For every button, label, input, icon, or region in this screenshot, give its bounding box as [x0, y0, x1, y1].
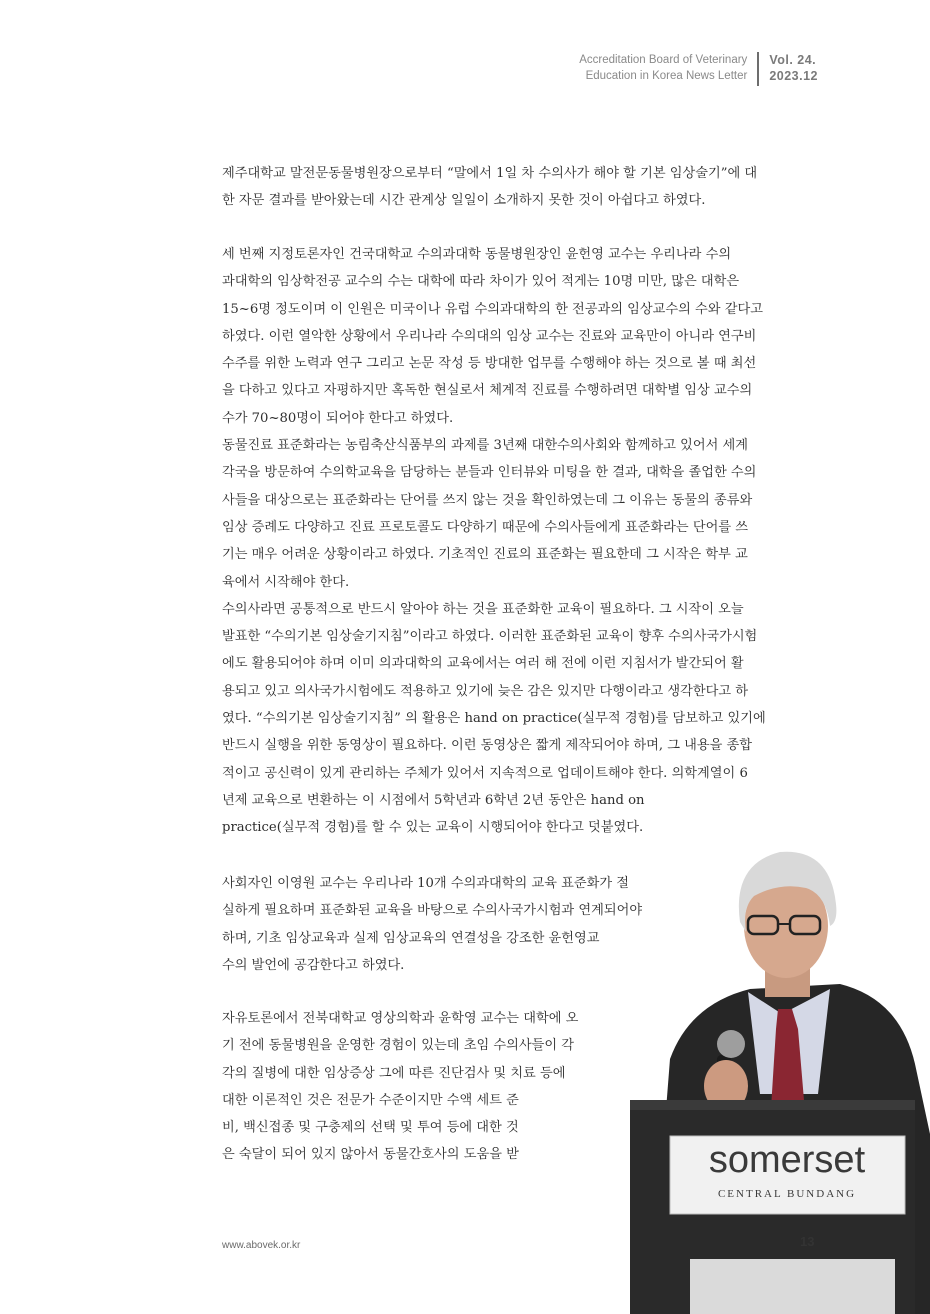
text-line: 에도 활용되어야 하며 이미 의과대학의 교육에서는 여러 해 전에 이런 지침서가 발간되어 활 [222, 656, 744, 672]
text-line: 비, 백신접종 및 구충제의 선택 및 투여 등에 대한 것 [222, 1120, 519, 1136]
text-line: 기 전에 동물병원을 운영한 경험이 있는데 초임 수의사들이 각 [222, 1038, 575, 1054]
text-line: 발표한 “수의기본 임상술기지침”이라고 하였다. 이러한 표준화된 교육이 향후 수의사국가시험 [222, 629, 758, 645]
text-line: 육에서 시작해야 한다. [222, 574, 350, 590]
microphone-head [717, 1030, 745, 1058]
page-number: 13 [800, 1234, 815, 1249]
text-line: 제주대학교 말전문동물병원장으로부터 “말에서 1일 차 수의사가 해야 할 기본 임상술기”에 대 [222, 166, 758, 181]
text-line: practice(실무적 경험)를 할 수 있는 교육이 시행되어야 한다고 덧붙였다. [222, 820, 644, 836]
text-line: 실하게 필요하며 표준화된 교육을 바탕으로 수의사국가시험과 연계되어야 [222, 903, 643, 919]
text-line: 15~6명 정도이며 이 인원은 미국이나 유럽 수의과대학의 한 전공과의 임상교수의 수와 같다고 [222, 301, 763, 317]
header-volume [759, 52, 818, 84]
text-line: 과대학의 임상학전공 교수의 수는 대학에 따라 차이가 있어 적게는 10명 미만, 많은 대학은 [222, 274, 740, 290]
podium-panel [690, 1259, 895, 1314]
newsletter-header [579, 52, 818, 86]
text-line: 세 번째 지정토론자인 건국대학교 수의과대학 동물병원장인 윤헌영 교수는 우리나라 수의 [222, 247, 732, 262]
text-line: 기는 매우 어려운 상황이라고 하였다. 기초적인 진료의 표준화는 필요한데 그 시작은 학부 교 [222, 547, 748, 563]
text-line: 임상 증례도 다양하고 진료 프로토콜도 다양하기 때문에 수의사들에게 표준화라는 단어를 쓰 [222, 519, 749, 535]
text-line: 수주를 위한 노력과 연구 그리고 논문 작성 등 방대한 업무를 수행해야 하는 것으로 볼 때 최선 [222, 356, 757, 372]
paragraph-4 [222, 1005, 578, 1169]
text-line: 대한 이론적인 것은 전문가 수준이지만 수액 세트 준 [222, 1092, 519, 1108]
text-line: 용되고 있고 의사국가시험에도 적용하고 있기에 늦은 감은 있지만 다행이라고 생각한다고 하 [222, 683, 749, 699]
volume-number: Vol. 24. [769, 53, 817, 67]
text-line: 하며, 기초 임상교육과 실제 임상교육의 연결성을 강조한 윤헌영교 [222, 930, 600, 946]
text-line: 은 숙달이 되어 있지 않아서 동물간호사의 도움을 받 [222, 1147, 519, 1163]
text-line: 였다. “수의기본 임상술기지침” 의 활용은 hand on practice(실무적 경험)를 담보하고 있기에 [222, 711, 766, 727]
text-line: 하였다. 이런 열악한 상황에서 우리나라 수의대의 임상 교수는 진료와 교육만이 아니라 연구비 [222, 328, 757, 344]
speaker-photo [630, 804, 930, 1314]
text-line: 사회자인 이영원 교수는 우리나라 10개 수의과대학의 교육 표준화가 절 [222, 876, 630, 891]
header-organization [579, 52, 757, 84]
podium-top-edge [630, 1100, 915, 1110]
text-line: 적이고 공신력이 있게 관리하는 주체가 있어서 지속적으로 업데이트해야 한다. 의학계열이 6 [222, 765, 748, 781]
text-line: 사들을 대상으로는 표준화라는 단어를 쓰지 않는 것을 확인하였는데 그 이유는 동물의 종류와 [222, 492, 753, 508]
text-line: 반드시 실행을 위한 동영상이 필요하다. 이런 동영상은 짧게 제작되어야 하며, 그 내용을 종합 [222, 738, 753, 754]
text-line: 자유토론에서 전북대학교 영상의학과 윤학영 교수는 대학에 오 [222, 1011, 579, 1026]
text-line: 을 다하고 있다고 자평하지만 혹독한 현실로서 체계적 진료를 수행하려면 대학별 임상 교수의 [222, 383, 753, 399]
paragraph-1 [222, 160, 757, 215]
podium-brand: somerset [708, 1139, 866, 1181]
text-line: 한 자문 결과를 받아왔는데 시간 관계상 일일이 소개하지 못한 것이 아쉽다고 하였다. [222, 193, 706, 209]
header-org-line2: Education in Korea News Letter [585, 70, 748, 82]
header-org-line1: Accreditation Board of Veterinary [579, 54, 748, 66]
text-line: 년제 교육으로 변환하는 이 시점에서 5학년과 6학년 2년 동안은 hand on [222, 792, 645, 808]
text-line: 수의 발언에 공감한다고 하였다. [222, 957, 405, 973]
text-line: 수의사라면 공통적으로 반드시 알아야 하는 것을 표준화한 교육이 필요하다. 그 시작이 오늘 [222, 601, 744, 617]
text-line: 각의 질병에 대한 임상증상 그에 따른 진단검사 및 치료 등에 [222, 1065, 566, 1081]
footer-url: www.abovek.or.kr [222, 1240, 301, 1251]
text-line: 수가 70~80명이 되어야 한다고 하였다. [222, 410, 454, 426]
paragraph-2 [222, 241, 766, 842]
text-line: 각국을 방문하여 수의학교육을 담당하는 분들과 인터뷰와 미팅을 한 결과, 대학을 졸업한 수의 [222, 465, 757, 481]
paragraph-3 [222, 870, 642, 979]
text-line: 동물진료 표준화라는 농림축산식품부의 과제를 3년째 대한수의사회와 함께하고 있어서 세계 [222, 438, 749, 454]
issue-date: 2023.12 [769, 69, 818, 83]
podium-subbrand: CENTRAL BUNDANG [717, 1188, 857, 1200]
